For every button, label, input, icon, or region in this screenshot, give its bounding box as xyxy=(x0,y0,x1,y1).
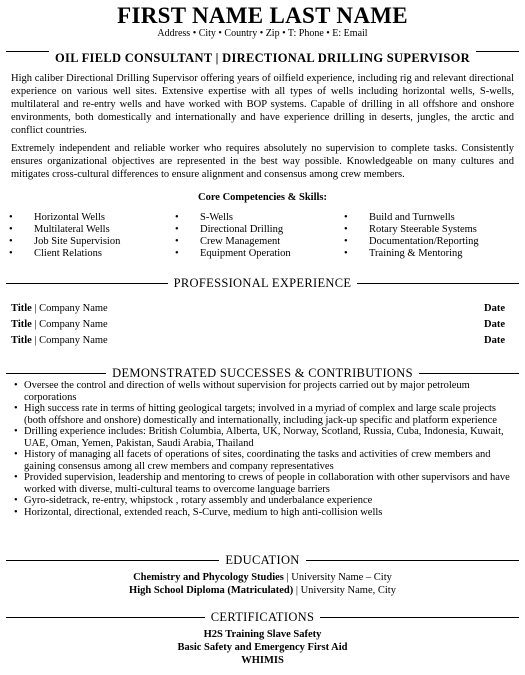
bullet-glyph: • xyxy=(9,248,13,259)
bullet-glyph: • xyxy=(344,224,348,235)
job-date: Date xyxy=(484,303,505,314)
job-entry: Title | Company Name Date xyxy=(11,303,505,314)
job-title: Title xyxy=(11,335,32,346)
certifications-section-title: CERTIFICATIONS xyxy=(0,610,525,624)
competencies-column-2 xyxy=(175,212,345,260)
bullet-glyph: • xyxy=(14,495,18,506)
company-name: Company Name xyxy=(39,319,108,330)
job-title: Title xyxy=(11,319,32,330)
education-entry: High School Diploma (Matriculated) | University Name, City xyxy=(129,585,396,596)
bullet-glyph: • xyxy=(14,380,18,391)
company-name: Company Name xyxy=(39,303,108,314)
success-item: • High success rate in terms of hitting geological targets; involved in a myriad of complex and large scale projects (both offshore and onshore) domestically and internationally, including jack-up specific and platform experience xyxy=(14,403,497,426)
competency-item: • Build and Turnwells xyxy=(344,212,455,223)
competency-item: • Crew Management xyxy=(175,236,281,247)
job-date: Date xyxy=(484,319,505,330)
degree: Chemistry and Phycology Studies xyxy=(133,572,284,583)
certification-item: Basic Safety and Emergency First Aid xyxy=(177,642,348,653)
summary-paragraph-2: Extremely independent and reliable worker who requires absolutely no supervision to complete tasks. Consistently ensures organizational objectives are represented in the best way possible. Knowledgeable on many cultures and mitigates cross-cultural differences to ensure alignment and consensus among crew members. xyxy=(11,143,514,180)
job-date: Date xyxy=(484,335,505,346)
bullet-glyph: • xyxy=(344,248,348,259)
job-title: Title xyxy=(11,303,32,314)
summary-paragraph-1: High caliber Directional Drilling Supervisor offering years of oilfield experience, including rig and relevant directional experience on various well sites. Extensive expertise with all types of wells including horizontal wells, S-wells, multilateral and re-entry wells and have worked with BOP systems. Capable of drilling in all offshore and onshore environments, both domestically and internationally and have experience drilling in deserts, jungles, the arctic and conflict countries. xyxy=(11,73,514,136)
certification-item: WHIMIS xyxy=(241,655,284,666)
success-item: • Oversee the control and direction of wells without supervision for projects carried out by major petroleum corporations xyxy=(14,380,470,403)
successes-list xyxy=(15,380,515,518)
candidate-name: FIRST NAME LAST NAME xyxy=(117,3,408,28)
job-entry: Title | Company Name Date xyxy=(11,335,505,346)
success-item: • History of managing all facets of operations of sites, coordinating the tasks and activities of crew members and gaining consensus among all crew members and company representatives xyxy=(14,449,491,472)
education-section-title: EDUCATION xyxy=(0,553,525,567)
competency-item: • Job Site Supervision xyxy=(9,236,121,247)
success-item: • Drilling experience includes: British Columbia, Alberta, UK, Norway, Scotland, Russia, Cuba, Indonesia, Kuwait, UAE, Oman, Yemen, Pakistan, Saudi Arabia, Thailand xyxy=(14,426,504,449)
headline: OIL FIELD CONSULTANT | DIRECTIONAL DRILLING SUPERVISOR xyxy=(0,51,525,65)
success-item: • Provided supervision, leadership and mentoring to crews of people in collaboration with other supervisors and have worked with diverse, multi-cultural teams to overcome language barriers xyxy=(14,472,510,495)
competency-item: • Horizontal Wells xyxy=(9,212,105,223)
success-item: • Horizontal, directional, extended reach, S-Curve, medium to high anti-collision wells xyxy=(14,506,383,518)
competencies-column-3 xyxy=(344,212,514,260)
competency-item: • Directional Drilling xyxy=(175,224,284,235)
bullet-glyph: • xyxy=(175,224,179,235)
bullet-glyph: • xyxy=(9,236,13,247)
bullet-glyph: • xyxy=(9,224,13,235)
bullet-glyph: • xyxy=(344,236,348,247)
bullet-glyph: • xyxy=(175,212,179,223)
experience-section-title: PROFESSIONAL EXPERIENCE xyxy=(0,276,525,290)
bullet-glyph: • xyxy=(175,248,179,259)
degree: High School Diploma (Matriculated) xyxy=(129,585,294,596)
competency-item: • Training & Mentoring xyxy=(344,248,463,259)
bullet-glyph: • xyxy=(14,426,18,437)
success-item: • Gyro-sidetrack, re-entry, whipstock , rotary assembly and underbalance experience xyxy=(14,495,373,506)
school: University Name – City xyxy=(291,572,392,583)
successes-section-title: DEMONSTRATED SUCCESSES & CONTRIBUTIONS xyxy=(0,366,525,380)
certification-item: H2S Training Slave Safety xyxy=(203,629,322,640)
competencies-title: Core Competencies & Skills: xyxy=(198,192,327,203)
school: University Name, City xyxy=(300,585,396,596)
competency-item: • Client Relations xyxy=(9,248,102,259)
competency-item: • Rotary Steerable Systems xyxy=(344,224,477,235)
contact-line: Address • City • Country • Zip • T: Phone • E: Email xyxy=(157,28,368,39)
bullet-glyph: • xyxy=(14,472,18,483)
bullet-glyph: • xyxy=(14,506,18,518)
competencies-column-1 xyxy=(9,212,179,260)
competency-item: • Equipment Operation xyxy=(175,248,291,259)
bullet-glyph: • xyxy=(344,212,348,223)
bullet-glyph: • xyxy=(14,449,18,460)
competency-item: • Multilateral Wells xyxy=(9,224,110,235)
company-name: Company Name xyxy=(39,335,108,346)
competency-item: • Documentation/Reporting xyxy=(344,236,479,247)
bullet-glyph: • xyxy=(14,403,18,414)
bullet-glyph: • xyxy=(9,212,13,223)
bullet-glyph: • xyxy=(175,236,179,247)
competency-item: • S-Wells xyxy=(175,212,233,223)
job-entry: Title | Company Name Date xyxy=(11,319,505,330)
education-entry: Chemistry and Phycology Studies | University Name – City xyxy=(133,572,392,583)
